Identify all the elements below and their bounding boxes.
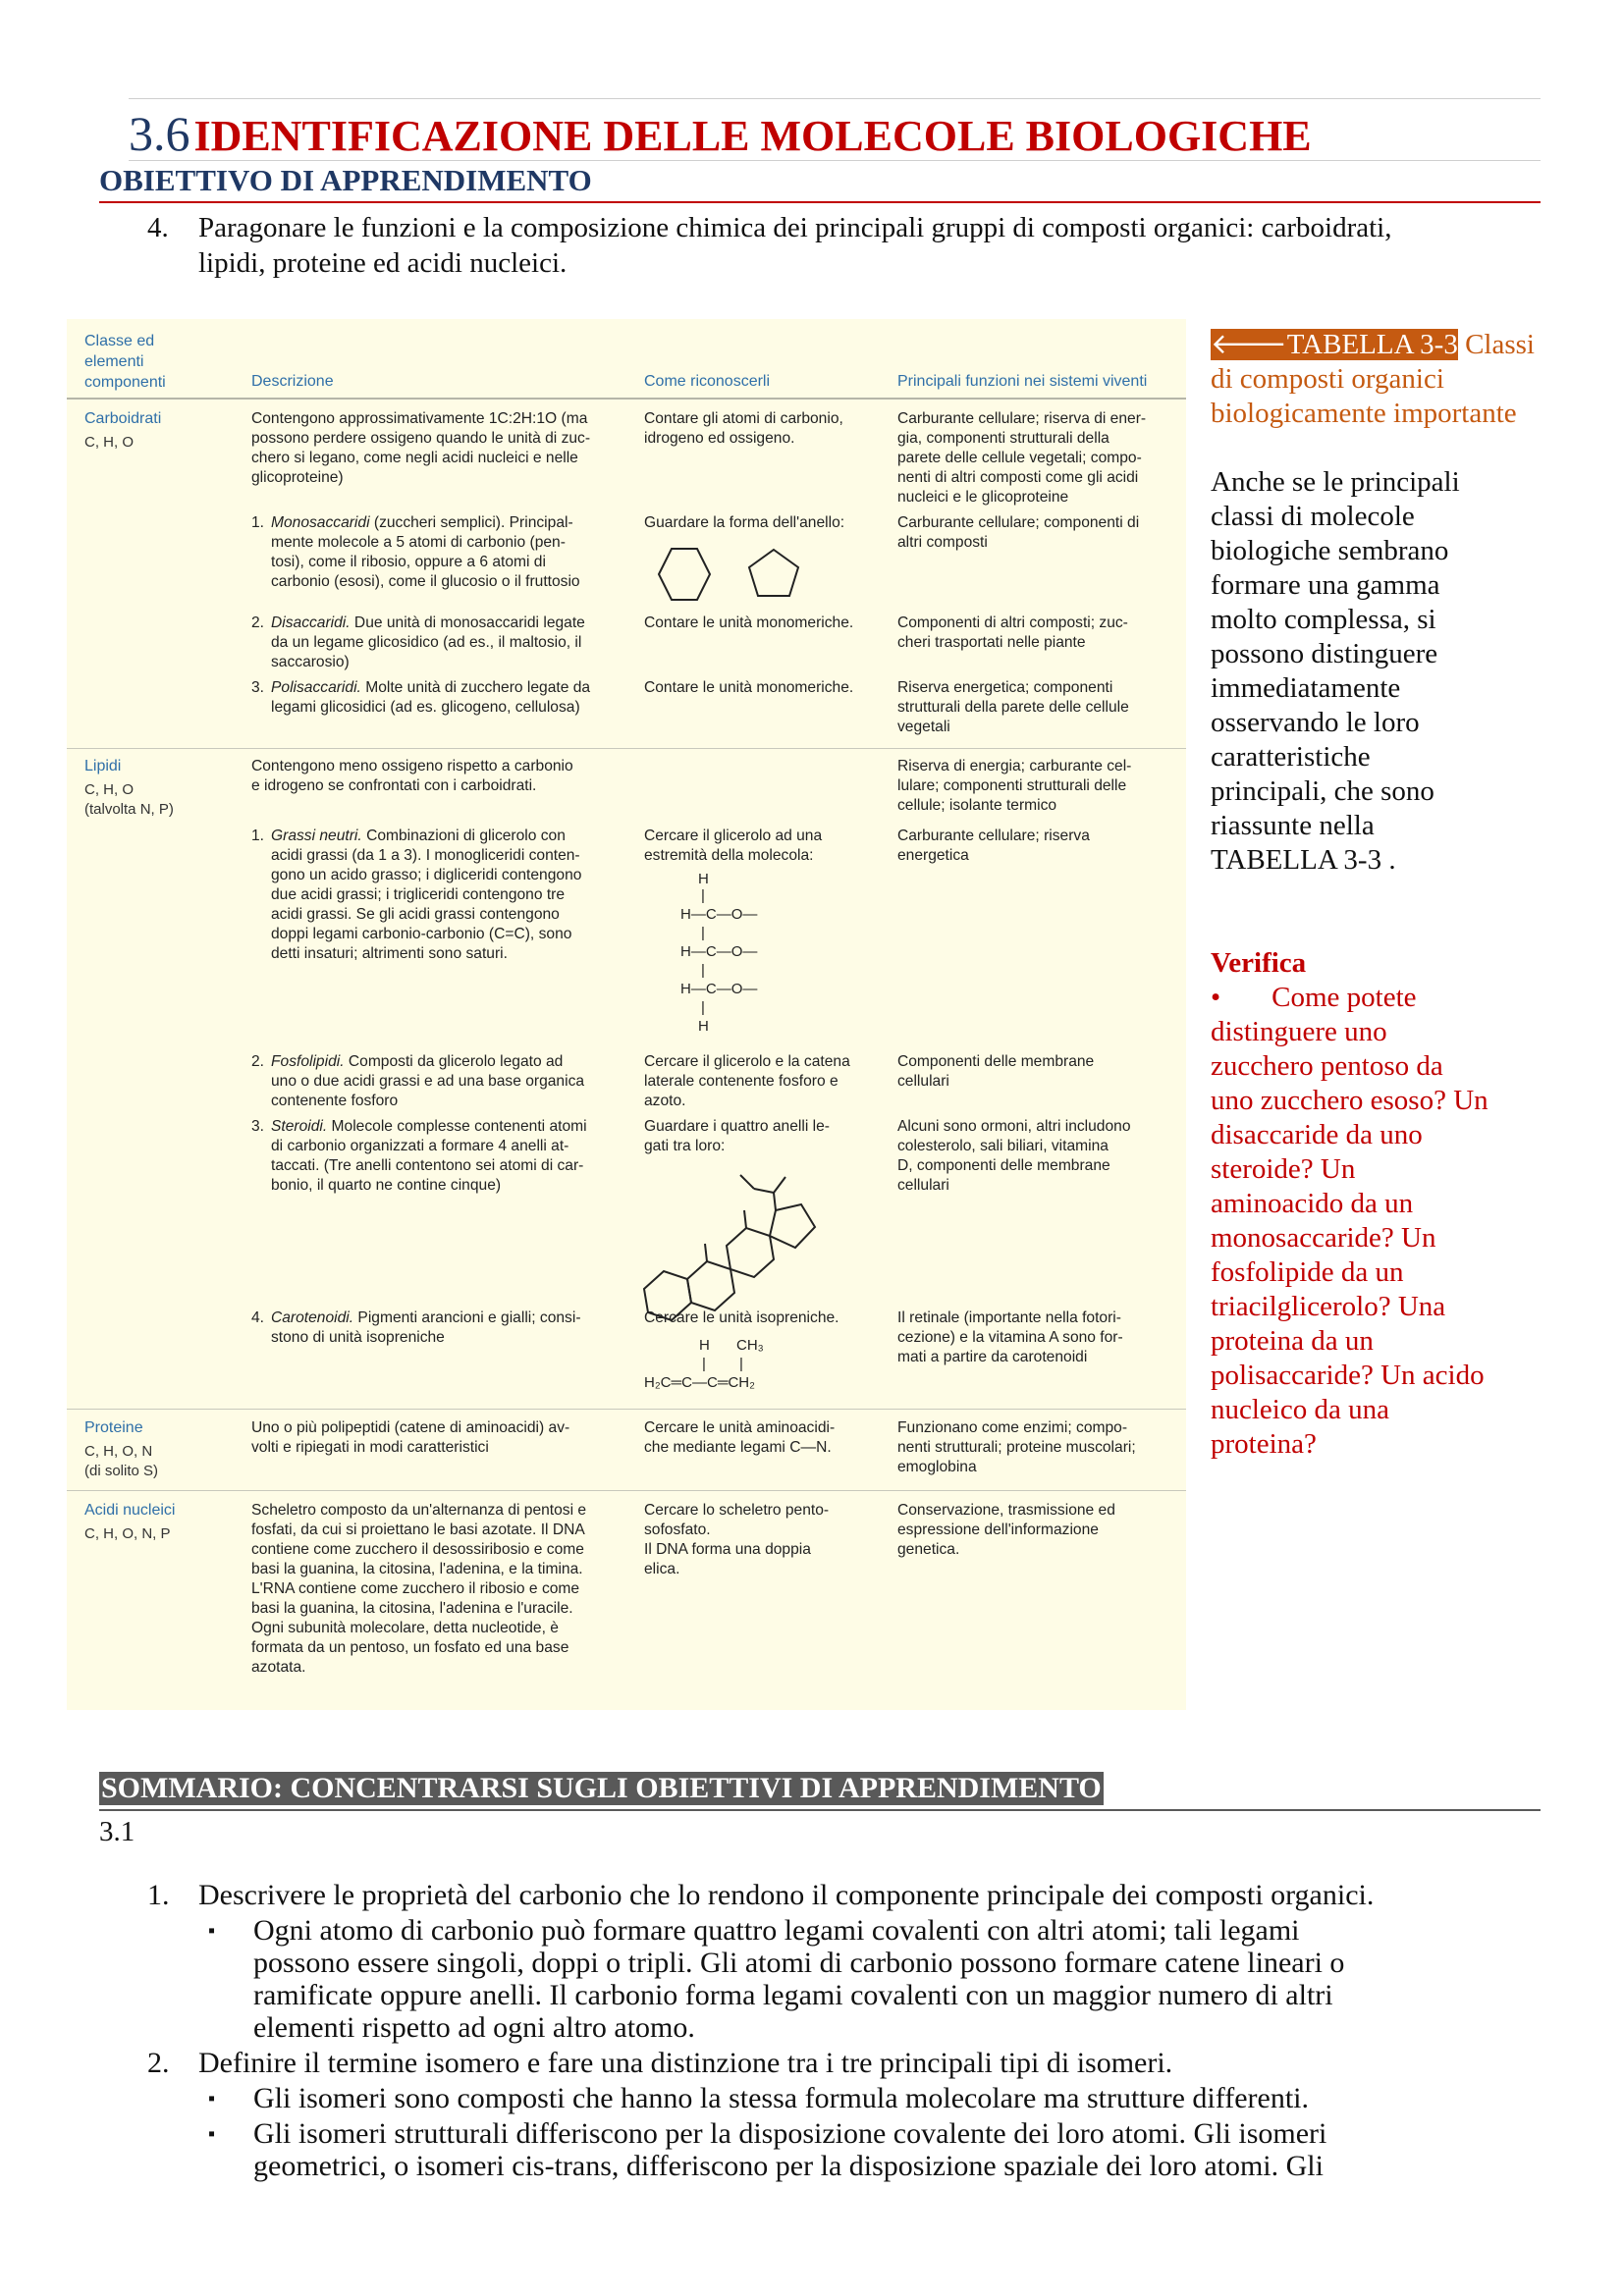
text-line: cellulari [897,1177,949,1194]
summary-item-1: Descrivere le proprietà del carbonio che lo rendono il componente principale dei composti organici. [198,1879,1375,1911]
summary-item-2-detail: Gli isomeri sono composti che hanno la stessa formula molecolare ma strutture differenti. [253,2082,1309,2114]
text-line: contiene come zucchero il desossiribosio e come [251,1541,584,1558]
bullet-icon: ▪ [208,1920,216,1942]
carb-func [897,409,1172,507]
text-line: vegetali [897,719,950,735]
mono-desc [271,513,644,592]
nucleic-desc [251,1501,586,1678]
carot-num: 4. [251,1309,265,1326]
text-line: Componenti di altri composti; zuc- [897,614,1128,631]
protein-func [897,1418,1136,1477]
carb-desc [251,409,590,488]
text-line: Carburante cellulare; riserva di ener- [897,410,1147,427]
text-line: che mediante legami C—N. [644,1439,832,1456]
text-line: Gli isomeri strutturali differiscono per la disposizione covalente dei loro atomi. Gli isomeri [253,2117,1327,2150]
chem-row [680,942,757,961]
text-line: Molte unità di zucchero legate da [360,679,591,696]
di-func [897,614,1128,653]
text-line: elica. [644,1561,680,1577]
summary-item-2: Definire il termine isomero e fare una distinzione tra i tre principali tipi di isomeri. [198,2047,1173,2079]
mono-func [897,513,1139,553]
text-line: acidi grassi (da 1 a 3). I monogliceridi conten- [271,847,580,864]
text-line: osservando le loro [1211,707,1420,738]
objective-heading: OBIETTIVO DI APPRENDIMENTO [99,163,592,197]
text-line: genetica. [897,1541,960,1558]
text-line: Carburante cellulare; componenti di [897,514,1140,531]
text-line: azotata. [251,1659,306,1676]
bullet-icon: ▪ [208,2123,216,2145]
intro-paragraph [1211,465,1603,878]
fats-term: Grassi neutri. [271,828,362,844]
header-class-line: Classe ed [84,333,155,349]
text-line: fosfati, da cui si proiettano le basi azotate. Il DNA [251,1522,585,1538]
header-recognize: Come riconoscerli [644,373,771,390]
text-line: mente molecole a 5 atomi di carbonio (pen- [271,534,566,551]
text-line: di carbonio organizzati a formare 4 anelli at- [271,1138,569,1154]
chem-row [644,1373,755,1392]
text-line: e idrogeno se confrontati con i carboidrati. [251,777,537,794]
class-lipid: Lipidi [84,758,122,774]
text-line: geometrici, o isomeri cis-trans, differiscono per la disposizione spaziale dei loro atomi. Gli [253,2150,1324,2182]
header-rule [67,398,1186,400]
text-line: Carburante cellulare; riserva [897,828,1090,844]
text-line: Conservazione, trasmissione ed [897,1502,1115,1519]
text-line: taccati. (Tre anelli contentono sei atomi di car- [271,1157,584,1174]
hexagon-pentagon-rings [646,540,823,609]
chem-bond: ═ [717,1374,729,1391]
chem-bond: — [742,906,758,923]
text-line: legami glicosidici (ad es. glicogeno, cellulosa) [271,699,580,716]
text-line: mati a partire da carotenoidi [897,1349,1088,1365]
summary-section: 3.1 [99,1816,135,1847]
header-description: Descrizione [251,373,334,390]
text-line: tosi), come il ribosio, oppure a 6 atomi di [271,554,546,570]
phospho-num: 2. [251,1053,265,1070]
phospho-recog [644,1052,850,1111]
text-line: disaccaride da uno [1211,1119,1423,1150]
summary-heading: SOMMARIO: CONCENTRARSI SUGLI OBIETTIVI DI APPRENDIMENTO [101,1772,1102,1804]
text-line: biologiche sembrano [1211,535,1449,566]
text-line: contenente fosforo [271,1093,399,1109]
text-line: saccarosio) [271,654,350,670]
chem-o: O [730,943,743,960]
text-line: distinguere uno [1211,1016,1387,1047]
chem-bond: — [690,981,706,997]
nucleic-recog [644,1501,829,1579]
text-line: aminoacido da un [1211,1188,1414,1219]
text-line: riassunte nella [1211,810,1375,841]
text-line: steroide? Un [1211,1153,1356,1185]
chem-bond: — [742,943,758,960]
bullet-icon: • [1211,982,1221,1013]
chem-bond: — [690,943,706,960]
text-line: espressione dell'informazione [897,1522,1099,1538]
phospho-term: Fosfolipidi. [271,1053,345,1070]
poly-func [897,678,1129,737]
text-line: L'RNA contiene come zucchero il ribosio e come [251,1580,580,1597]
organic-compounds-table [67,319,1186,1710]
text-line: chero si legano, come negli acidi nucleici e nelle [251,450,578,466]
text-line: stono di unità isopreniche [271,1329,445,1346]
class-lipid-elements-extra: (talvolta N, P) [84,801,174,818]
chem-bond: — [716,981,731,997]
text-line: da un legame glicosidico (ad es., il maltosio, il [271,634,582,651]
text-line: Riserva energetica; componenti [897,679,1113,696]
text-line: Come potete [1271,982,1417,1013]
text-line: Il retinale (importante nella fotori- [897,1309,1121,1326]
class-protein-elements-extra: (di solito S) [84,1463,159,1479]
fats-func [897,827,1090,866]
chem-bond: | [701,962,705,979]
fats-num: 1. [251,828,265,844]
text-line: zucchero pentoso da [1211,1050,1443,1082]
mono-num: 1. [251,514,265,531]
text-line: nenti strutturali; proteine muscolari; [897,1439,1136,1456]
hexagon-ring [659,549,710,600]
text-line: Cercare il glicerolo ad una [644,828,823,844]
text-line: Contengono approssimativamente 1C:2H:1O (ma [251,410,588,427]
objective-rule [99,201,1541,203]
text-line: azoto. [644,1093,686,1109]
objective-line-1: Paragonare le funzioni e la composizione chimica dei principali gruppi di composti organici: carboidrati, [198,212,1392,243]
text-line: Combinazioni di glicerolo con [361,828,566,844]
class-carb: Carboidrati [84,410,162,427]
steroid-ring-d [770,1204,815,1248]
steroid-num: 3. [251,1118,265,1135]
phospho-func [897,1052,1094,1092]
text-line: bonio, il quarto ne contine cinque) [271,1177,502,1194]
text-line: colesterolo, sali biliari, vitamina [897,1138,1109,1154]
steroid-func [897,1117,1131,1196]
text-line: elementi rispetto ad ogni altro atomo. [253,2011,695,2044]
text-line: principali, che sono [1211,775,1434,807]
chem-bond: | [701,887,705,904]
chem-c: C [705,981,717,997]
text-line: basi la guanina, la citosina, l'adenina e l'uracile. [251,1600,573,1617]
header-class [84,331,166,393]
chem-bond: — [716,906,731,923]
carot-desc [271,1308,644,1348]
text-line: fosfolipide da un [1211,1256,1404,1288]
mono-recog: Guardare la forma dell'anello: [644,514,845,531]
chem-bond: | [739,1356,743,1372]
fats-desc [271,827,644,964]
text-line: Guardare i quattro anelli le- [644,1118,830,1135]
side-chain-bond [774,1193,776,1210]
text-line: possono distinguere [1211,638,1438,669]
section-number: 3.6 [129,106,190,161]
text-line: ramificate oppure anelli. Il carbonio forma legami covalenti con un maggior numero di altri [253,1979,1333,2011]
chem-ch2: CH₂ [728,1374,755,1391]
chem-h: H [680,943,691,960]
text-line: strutturali della parete delle cellule [897,699,1129,716]
text-line: classi di molecole [1211,501,1415,532]
text-line: acidi grassi. Se gli acidi grassi contengono [271,906,560,923]
side-chain-bond [774,1177,785,1193]
caption-text: biologicamente importante [1211,398,1517,429]
nucleic-func [897,1501,1115,1560]
class-lipid-elements: C, H, O [84,781,135,798]
text-line: nucleico da una [1211,1394,1389,1425]
text-line: basi la guanina, la citosina, l'adenina, e la timina. [251,1561,583,1577]
bullet-icon: ▪ [208,2088,216,2109]
steroid-ring-c [727,1228,774,1277]
text-line: lulare; componenti strutturali delle [897,777,1127,794]
text-line: glicoproteine) [251,469,344,486]
methyl-bond [705,1244,707,1261]
text-line: carbonio (esosi), come il glucosio o il fruttosio [271,573,580,590]
text-line: Funzionano come enzimi; compo- [897,1419,1128,1436]
text-line: Uno o più polipeptidi (catene di aminoacidi) av- [251,1419,570,1436]
text-line: sofosfato. [644,1522,711,1538]
text-line: altri composti [897,534,988,551]
text-line: Cercare il glicerolo e la catena [644,1053,850,1070]
section-heading [129,105,1312,162]
chem-bond: ═ [671,1374,682,1391]
lipid-desc [251,757,573,796]
chem-bond: | [702,1356,706,1372]
poly-num: 3. [251,679,265,696]
di-desc [271,614,644,672]
text-line: energetica [897,847,969,864]
objective-number: 4. [147,212,169,243]
text-line: uno o due acidi grassi e ad una base organica [271,1073,585,1090]
class-protein-elements: C, H, O, N [84,1443,153,1460]
text-line: idrogeno ed ossigeno. [644,430,795,447]
text-line: (zuccheri semplici). Principal- [369,514,573,531]
text-line: laterale contenente fosforo e [644,1073,839,1090]
chem-bond: | [701,925,705,941]
text-line: Cercare le unità aminoacidi- [644,1419,836,1436]
text-line: molto complessa, si [1211,604,1436,635]
caption-table-ref[interactable]: 🡐TABELLA 3-3 [1211,329,1458,360]
row-rule [67,1409,1186,1410]
text-line: estremità della molecola: [644,847,814,864]
text-line: proteina? [1211,1428,1317,1460]
mono-term: Monosaccaridi [271,514,370,531]
chem-ch3: CH₃ [736,1337,764,1354]
side-chain-bond [740,1175,754,1189]
steroid-term: Steroidi. [271,1118,328,1135]
fats-recog [644,827,822,866]
text-line: parete delle cellule vegetali; compo- [897,450,1142,466]
chem-h: H [698,1018,709,1035]
text-line: Scheletro composto da un'alternanza di pentosi e [251,1502,587,1519]
di-recog: Contare le unità monomeriche. [644,614,854,631]
text-line: Ogni subunità molecolare, detta nucleotide, è [251,1620,559,1636]
text-line: due acidi grassi; i trigliceridi contengono tre [271,886,566,903]
methyl-bond [744,1210,746,1228]
text-line: possono essere singoli, doppi o tripli. Gli atomi di carbonio possono formare catene lineari o [253,1947,1345,1979]
side-chain-bond [754,1189,774,1193]
caption-text: Classi [1457,329,1535,360]
carot-term: Carotenoidi. [271,1309,354,1326]
section-title: IDENTIFICAZIONE DELLE MOLECOLE BIOLOGICHE [193,112,1312,160]
carot-recog: Cercare le unità isopreniche. [644,1309,839,1326]
text-line: Molecole complesse contenenti atomi [327,1118,587,1135]
chem-h2c: H₂C [644,1374,672,1391]
text-line: Pigmenti arancioni e gialli; consi- [353,1309,581,1326]
header-functions: Principali funzioni nei sistemi viventi [897,373,1148,390]
class-nucleic-elements: C, H, O, N, P [84,1525,171,1542]
steroid-ring-b [687,1261,734,1310]
text-line: possono perdere ossigeno quando le unità di zuc- [251,430,591,447]
title-rule [129,160,1541,161]
chem-bond: — [690,906,706,923]
text-line: polisaccaride? Un acido [1211,1360,1485,1391]
summary-item-1-detail [253,1914,1344,2044]
chem-bond: — [742,981,758,997]
text-line: formare una gamma [1211,569,1440,601]
poly-recog: Contare le unità monomeriche. [644,679,854,696]
chem-c: C [706,1374,718,1391]
text-line: cellule; isolante termico [897,797,1057,814]
text-line: cheri trasportati nelle piante [897,634,1086,651]
text-line: TABELLA 3-3 . [1211,844,1396,876]
text-line: Contare gli atomi di carbonio, [644,410,843,427]
text-line: cellulari [897,1073,949,1090]
text-line: caratteristiche [1211,741,1371,773]
chem-o: O [730,981,743,997]
class-protein: Proteine [84,1419,143,1436]
di-num: 2. [251,614,265,631]
class-carb-elements: C, H, O [84,434,135,451]
row-rule [67,748,1186,749]
text-line: emoglobina [897,1459,977,1475]
top-rule [129,98,1541,99]
caption-text: di composti organici [1211,363,1444,395]
text-line: Due unità di monosaccaridi legate [350,614,585,631]
chem-o: O [730,906,743,923]
summary-item-number: 1. [147,1879,170,1911]
text-line: Ogni atomo di carbonio può formare quattro legami covalenti con altri atomi; tali legami [253,1914,1300,1947]
header-class-line: componenti [84,374,166,391]
text-line: Composti da glicerolo legato ad [344,1053,564,1070]
text-line: volti e ripiegati in modi caratteristici [251,1439,489,1456]
text-line: monosaccaride? Un [1211,1222,1436,1254]
chem-bond: — [716,943,731,960]
chem-c: C [681,1374,692,1391]
carb-recog [644,409,843,449]
text-line: gati tra loro: [644,1138,726,1154]
table-caption [1211,328,1603,431]
text-line: uno zucchero esoso? Un [1211,1085,1488,1116]
steroid-desc [271,1117,644,1196]
chem-row [680,905,757,924]
chem-bond: — [691,1374,707,1391]
text-line: Contengono meno ossigeno rispetto a carbonio [251,758,573,774]
carot-func [897,1308,1123,1367]
text-line: gono un acido grasso; i digliceridi contengono [271,867,582,883]
text-line: Componenti delle membrane [897,1053,1095,1070]
chem-h: H [680,906,691,923]
poly-term: Polisaccaridi. [271,679,361,696]
verifica-box [1211,946,1603,1462]
text-line: triacilglicerolo? Una [1211,1291,1446,1322]
steroid-rings [638,1153,864,1325]
text-line: doppi legami carbonio-carbonio (C=C), sono [271,926,572,942]
chem-h: H [698,871,709,887]
text-line: immediatamente [1211,672,1401,704]
text-line: proteina da un [1211,1325,1374,1357]
text-line: gia, componenti strutturali della [897,430,1109,447]
protein-recog [644,1418,835,1458]
chem-c: C [705,943,717,960]
class-nucleic: Acidi nucleici [84,1502,176,1519]
summary-item-number: 2. [147,2047,170,2079]
di-term: Disaccaridi. [271,614,351,631]
steroid-recog [644,1117,830,1156]
chem-h: H [680,981,691,997]
chem-h: H [699,1337,710,1354]
pentagon-ring [749,550,798,596]
protein-desc [251,1418,569,1458]
text-line: Riserva di energia; carburante cel- [897,758,1132,774]
text-line: nenti di altri composti come gli acidi [897,469,1139,486]
lipid-func [897,757,1131,816]
chem-bond: | [701,999,705,1016]
text-line: Anche se le principali [1211,466,1460,498]
summary-item-2-detail [253,2117,1326,2182]
summary-rule [99,1809,1541,1811]
text-line: Cercare lo scheletro pento- [644,1502,830,1519]
text-line: D, componenti delle membrane [897,1157,1110,1174]
chem-c: C [705,906,717,923]
verifica-title: Verifica [1211,947,1307,979]
poly-desc [271,678,644,718]
text-line: cezione) e la vitamina A sono for- [897,1329,1123,1346]
text-line: Alcuni sono ormoni, altri includono [897,1118,1131,1135]
text-line: nucleici e le glicoproteine [897,489,1069,506]
phospho-desc [271,1052,644,1111]
text-line: Il DNA forma una doppia [644,1541,811,1558]
objective-line-2: lipidi, proteine ed acidi nucleici. [198,247,568,279]
row-rule [67,1490,1186,1491]
text-line: formata da un pentoso, un fosfato ed una base [251,1639,569,1656]
chem-row [680,980,757,998]
text-line: detti insaturi; altrimenti sono saturi. [271,945,508,962]
header-class-line: elementi [84,353,144,370]
